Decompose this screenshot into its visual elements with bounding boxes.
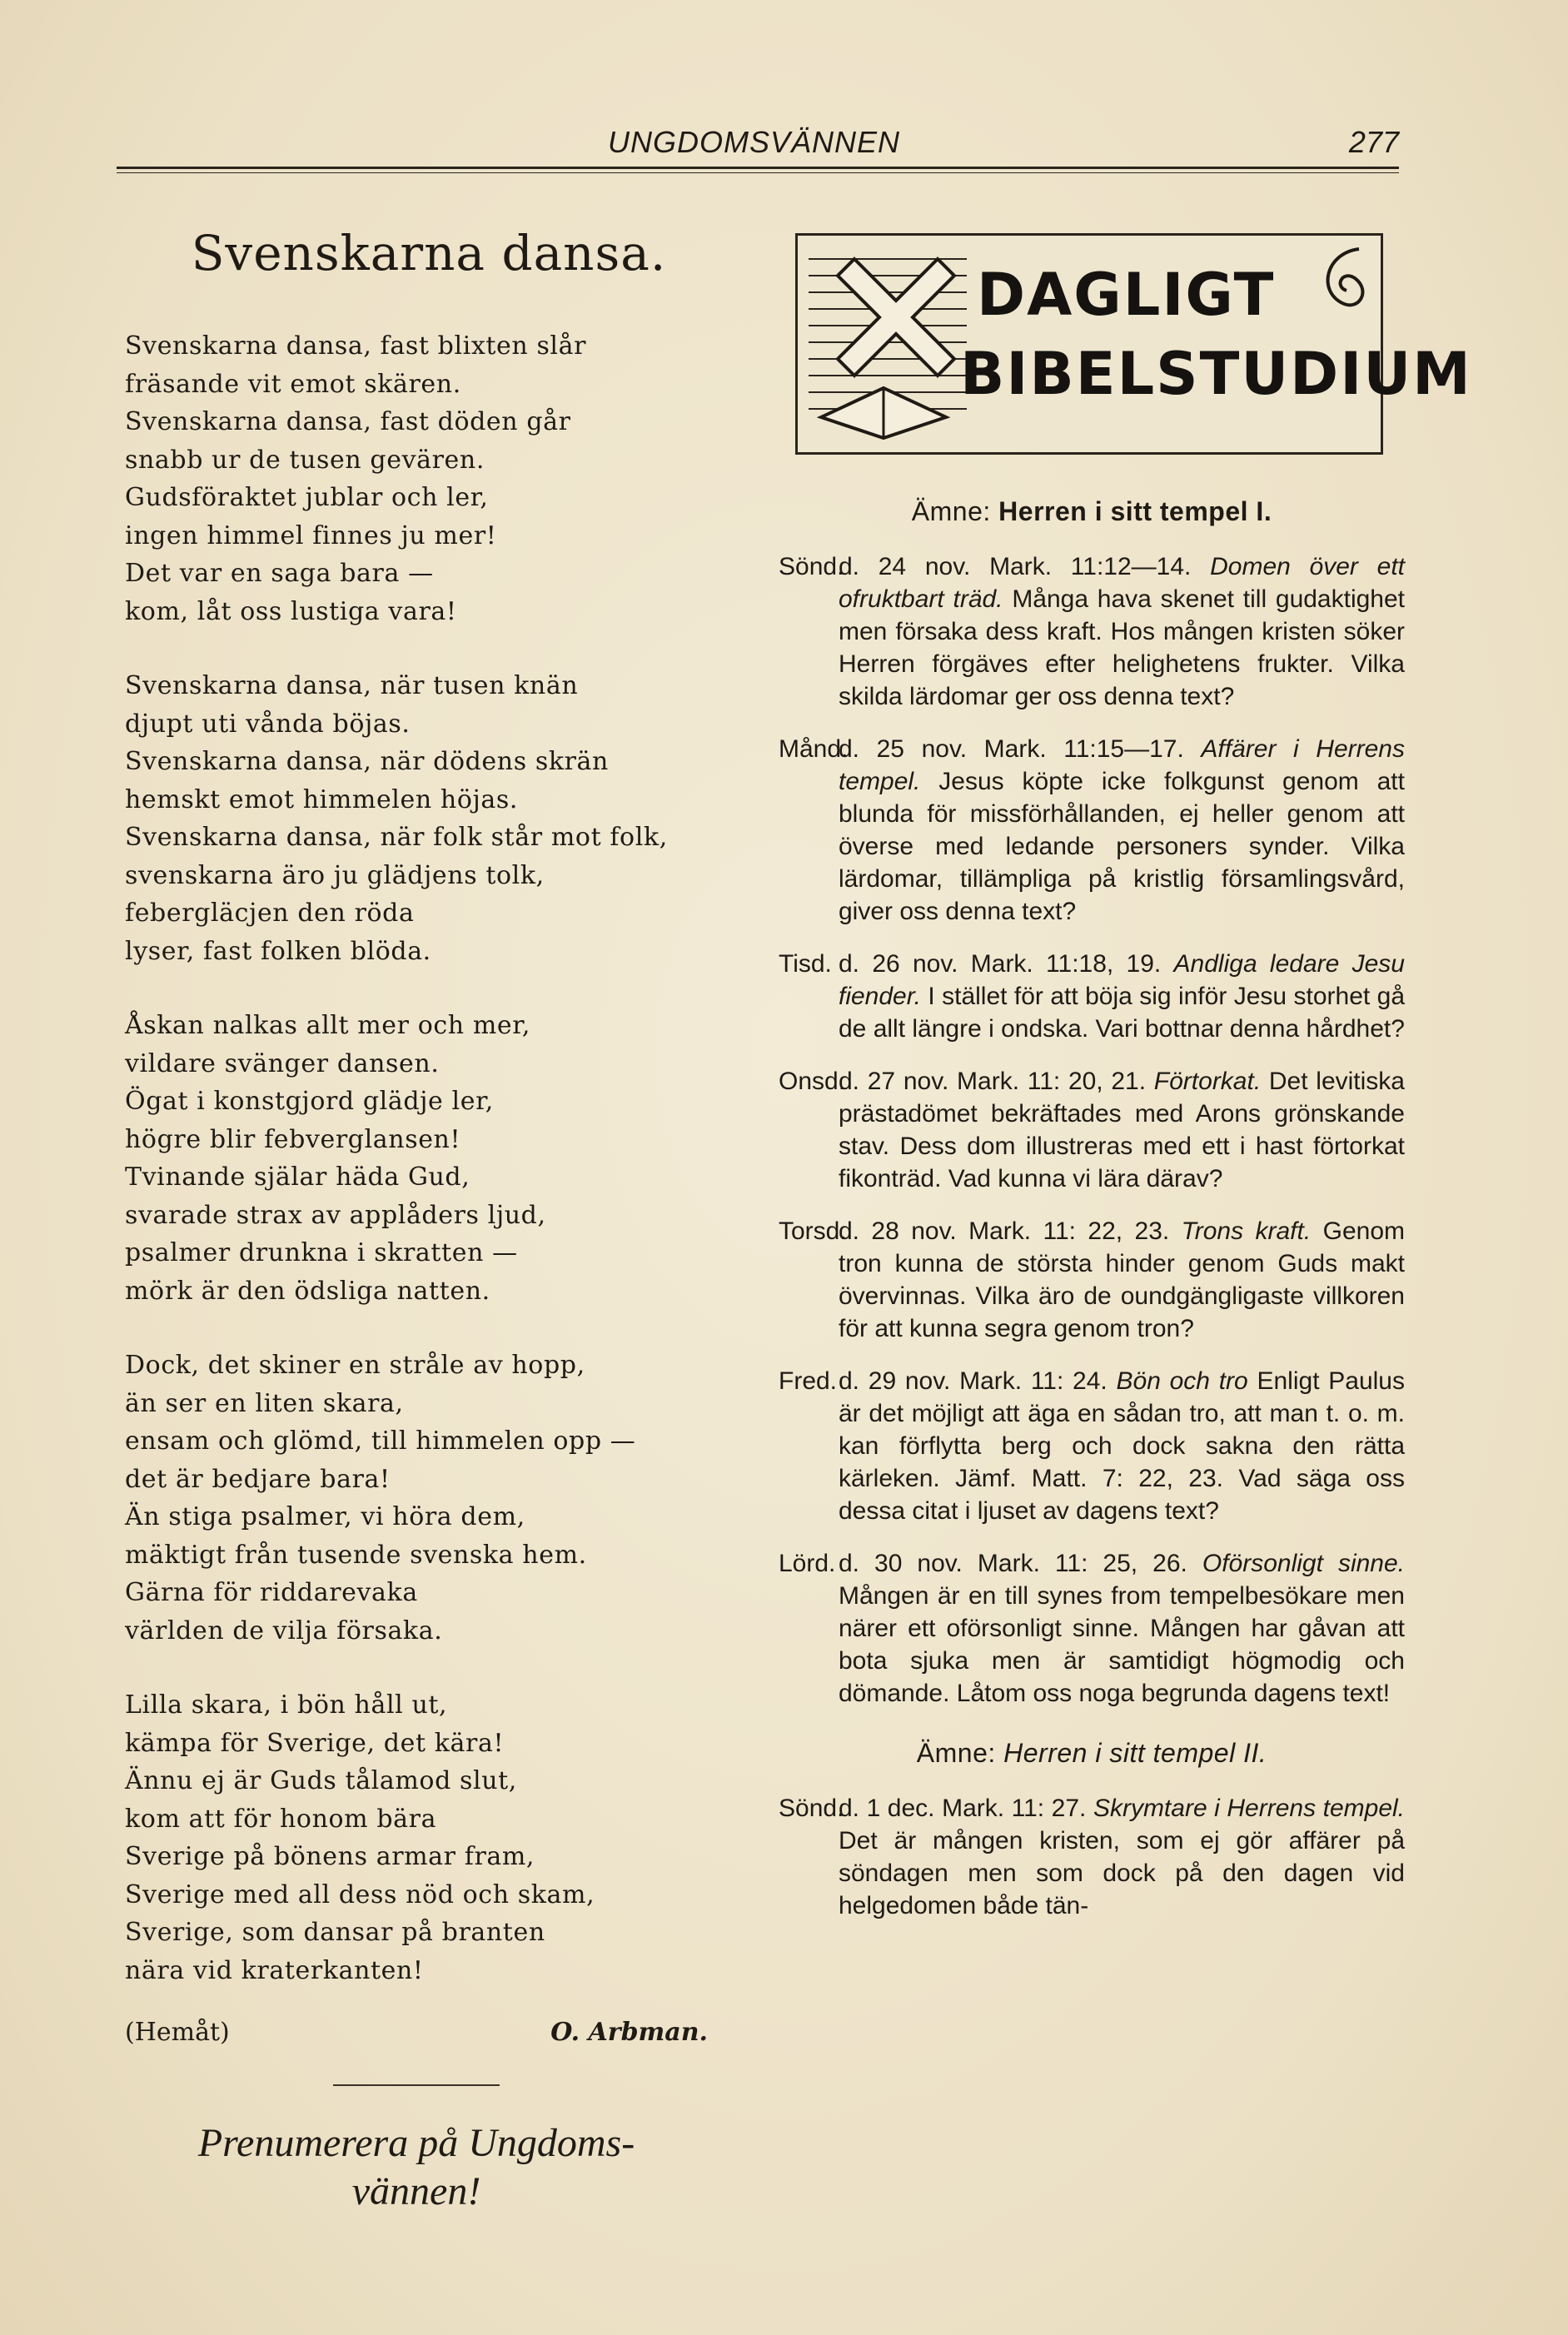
- poem-column: [125, 225, 708, 2216]
- banner-line-2: BIBELSTUDIUM: [960, 340, 1472, 408]
- study-entries: [779, 550, 1405, 1710]
- entry-title: Förtorkat.: [1153, 1068, 1262, 1095]
- entry-reference: Mark. 11:15—17.: [983, 735, 1184, 763]
- study-entry: [779, 550, 1405, 713]
- study-entry: [779, 1215, 1405, 1345]
- poem-line: svarade strax av applåders ljud,: [125, 1200, 546, 1230]
- running-head: [117, 125, 1399, 175]
- poem-line: ingen himmel finnes ju mer!: [125, 520, 497, 550]
- poem-line: fräsande vit emot skären.: [125, 369, 461, 399]
- poem-line: Dock, det skiner en stråle av hopp,: [125, 1351, 585, 1380]
- entry-date: d. 29 nov.: [839, 1367, 951, 1395]
- entry-date: d. 28 nov.: [839, 1217, 957, 1245]
- entry-title: Domen över ett ofruktbart träd.: [839, 553, 1405, 613]
- poem-source: (Hemåt): [125, 2018, 230, 2047]
- poem-stanza: [125, 667, 708, 970]
- entry-title: Oförsonligt sinne.: [1202, 1550, 1406, 1577]
- entry-reference: Mark. 11: 20, 21.: [957, 1068, 1147, 1095]
- entry-body: [839, 1065, 1405, 1195]
- entry-day: Onsd.: [779, 1068, 846, 1095]
- poem-author: O. Arbman.: [550, 2018, 708, 2047]
- entry-body: [839, 1792, 1405, 1922]
- poem-line: mörk är den ödsliga natten.: [125, 1276, 490, 1306]
- poem-stanza: [125, 1347, 708, 1650]
- entry-day: Månd.: [779, 735, 849, 763]
- poem-line: än ser en liten skara,: [125, 1388, 404, 1418]
- entry-title: Bön och tro: [1116, 1367, 1248, 1395]
- entry-title: Trons kraft.: [1181, 1217, 1312, 1245]
- poem-line: mäktigt från tusende svenska hem.: [125, 1540, 587, 1570]
- entry-reference: Mark. 11:12—14.: [989, 553, 1192, 580]
- entry-date: d. 30 nov.: [839, 1550, 963, 1577]
- open-bible-cross-icon: [804, 242, 971, 442]
- poem-line: ensam och glömd, till himmelen opp —: [125, 1426, 636, 1456]
- entry-reference: Mark. 11: 25, 26.: [977, 1550, 1187, 1577]
- entry-text: Många hava skenet till gudaktighet men försaka dess kraft. Hos mången kristen söker Herren förgäves efter helighetens frukter. Vilka skilda lärdomar ger oss denna text?: [839, 585, 1406, 710]
- flourish-icon: [1309, 241, 1376, 316]
- entry-text: I stället för att böja sig inför Jesu storhet gå de allt längre i ondska. Vari bottnar denna hårdhet?: [839, 983, 1405, 1043]
- topic-heading-1: [779, 496, 1405, 527]
- entry-date: d. 27 nov.: [839, 1068, 949, 1095]
- entry-body: [839, 1365, 1405, 1527]
- topic-heading-2: [779, 1738, 1405, 1769]
- poem-line: det är bedjare bara!: [125, 1464, 391, 1494]
- study-entry: [779, 1547, 1405, 1710]
- poem-line: kämpa för Sverige, det kära!: [125, 1728, 505, 1758]
- poem-line: Sverige, som dansar på branten: [125, 1918, 545, 1947]
- poem-line: kom att för honom bära: [125, 1804, 437, 1834]
- poem-line: Ännu ej är Guds tålamod slut,: [125, 1766, 517, 1795]
- poem-line: lyser, fast folken blöda.: [125, 936, 431, 966]
- poem-title: Svenskarna dansa.: [191, 225, 667, 281]
- entry-day: Sönd.: [779, 553, 844, 580]
- poem-line: nära vid kraterkanten!: [125, 1955, 424, 1985]
- entry-date: d. 24 nov.: [839, 553, 971, 580]
- entry-text: Det levitiska prästadömet bekräftades med Arons grönskande stav. Dess dom illustreras med ett i hast förtorkat fikonträd. Vad kunna vi lära därav?: [839, 1068, 1405, 1192]
- entry-body: [839, 1215, 1405, 1345]
- poem-line: svenskarna äro ju glädjens tolk,: [125, 860, 545, 890]
- entry-day: Sönd.: [779, 1795, 844, 1822]
- entry-reference: Mark. 11:18, 19.: [970, 950, 1162, 978]
- poem-line: Gudsföraktet jublar och ler,: [125, 483, 489, 512]
- poem-line: vildare svänger dansen.: [125, 1048, 440, 1078]
- entry-text: Mången är en till synes from tempelbesökare men närer ett oförsonligt sinne. Mången har gåvan att bota sjuka men är samtidigt högmodig och dömande. Låtom oss noga begrunda dagens text!: [839, 1582, 1405, 1707]
- poem-line: Lilla skara, i bön håll ut,: [125, 1690, 448, 1720]
- topic-title: Herren i sitt tempel I.: [998, 496, 1272, 526]
- poem-line: Gärna för riddarevaka: [125, 1578, 418, 1607]
- header-rule-thin: [117, 172, 1399, 173]
- poem-line: Tvinande själar häda Gud,: [125, 1163, 470, 1192]
- magazine-title: UNGDOMSVÄNNEN: [608, 125, 901, 159]
- entry-day: Fred.: [779, 1367, 838, 1395]
- study-entry: [779, 948, 1405, 1045]
- poem-line: Svenskarna dansa, när tusen knän: [125, 671, 579, 700]
- poem-signature: [125, 2018, 708, 2059]
- page-number: 277: [1348, 125, 1399, 159]
- poem-line: världen de vilja försaka.: [125, 1616, 443, 1645]
- topic-title: Herren i sitt tempel II.: [1003, 1738, 1267, 1768]
- bible-study-column: [779, 233, 1472, 1942]
- entry-day: Lörd.: [779, 1550, 836, 1577]
- poem-stanza: [125, 1007, 708, 1310]
- poem-line: Sverige med all dess nöd och skam,: [125, 1879, 595, 1909]
- poem-line: Sverige på bönens armar fram,: [125, 1842, 535, 1871]
- poem-line: Svenskarna dansa, när dödens skrän: [125, 747, 609, 776]
- study-entry: [779, 733, 1405, 928]
- entry-body: [839, 1547, 1405, 1710]
- poem-line: Åskan nalkas allt mer och mer,: [125, 1011, 531, 1040]
- entry-text: Genom tron kunna de största hinder genom Guds makt övervinnas. Vilka äro de oundgängligaste villkoren för att kunna segra genom tron?: [839, 1217, 1405, 1342]
- topic-label: Ämne:: [911, 496, 991, 526]
- poem-line: Svenskarna dansa, när folk står mot folk,: [125, 823, 668, 852]
- entry-text: Enligt Paulus är det möjligt att äga en sådan tro, att man t. o. m. kan förflytta berg och dock sakna den rätta kärleken. Jämf. Matt. 7: 22, 23. Vad säga oss dessa citat i ljuset av dagens text?: [839, 1367, 1405, 1525]
- entry-text: Det är mången kristen, som ej gör affärer på söndagen men som dock på den dagen vid helgedomen både tän-: [839, 1827, 1405, 1919]
- study-entry: [779, 1365, 1405, 1527]
- entry-text: Jesus köpte icke folkgunst genom att blunda för missförhållanden, ej heller genom att överse med ledande personers synder. Vilka lärdomar, tillämpliga på kristlig församlingsvård, giver oss denna text?: [839, 768, 1405, 925]
- poem-stanzas: [125, 327, 708, 1989]
- poem-stanza: [125, 1686, 708, 1989]
- poem-line: snabb ur de tusen gevären.: [125, 445, 485, 475]
- entry-title: Skrymtare i Herrens tempel.: [1093, 1795, 1406, 1822]
- entry-body: [839, 550, 1405, 713]
- poem-line: hemskt emot himmelen höjas.: [125, 784, 519, 814]
- bible-study-banner: [795, 233, 1472, 455]
- entry-body: [839, 948, 1405, 1045]
- entry-reference: Mark. 11: 27.: [942, 1795, 1087, 1822]
- banner-line-1: DAGLIGT: [977, 261, 1276, 329]
- entry-date: d. 1 dec.: [839, 1795, 935, 1822]
- promo-line-1: Prenumerera på Ungdoms-: [197, 2121, 635, 2165]
- poem-line: Ögat i konstgjord glädje ler,: [125, 1087, 494, 1116]
- entry-title: Andliga ledare Jesu fiender.: [839, 950, 1405, 1010]
- topic-label: Ämne:: [916, 1738, 996, 1768]
- poem-stanza: [125, 327, 708, 630]
- study-entry: [779, 1065, 1405, 1195]
- poem-line: febergläcjen den röda: [125, 899, 415, 928]
- poem-line: Svenskarna dansa, fast blixten slår: [125, 331, 587, 361]
- poem-line: psalmer drunkna i skratten —: [125, 1238, 518, 1267]
- entry-date: d. 26 nov.: [839, 950, 958, 978]
- divider: [333, 2084, 500, 2086]
- subscription-promo: [125, 2119, 708, 2216]
- entry-reference: Mark. 11: 22, 23.: [968, 1217, 1170, 1245]
- promo-line-2: vännen!: [351, 2169, 481, 2213]
- entry-date: d. 25 nov.: [839, 735, 968, 763]
- entry-title: Affärer i Herrens tempel.: [839, 735, 1405, 795]
- header-rule: [117, 167, 1399, 169]
- poem-line: Än stiga psalmer, vi höra dem,: [125, 1502, 525, 1531]
- entry-reference: Mark. 11: 24.: [959, 1367, 1108, 1395]
- poem-line: djupt uti vånda böjas.: [125, 709, 411, 739]
- entry-day: Torsd.: [779, 1217, 847, 1245]
- poem-line: Svenskarna dansa, fast döden går: [125, 407, 571, 436]
- study-entry: [779, 1792, 1405, 1922]
- entry-day: Tisd.: [779, 950, 832, 978]
- poem-line: högre blir febverglansen!: [125, 1124, 461, 1154]
- poem-line: Det var en saga bara —: [125, 559, 434, 588]
- entry-body: [839, 733, 1405, 928]
- poem-line: kom, låt oss lustiga vara!: [125, 596, 457, 626]
